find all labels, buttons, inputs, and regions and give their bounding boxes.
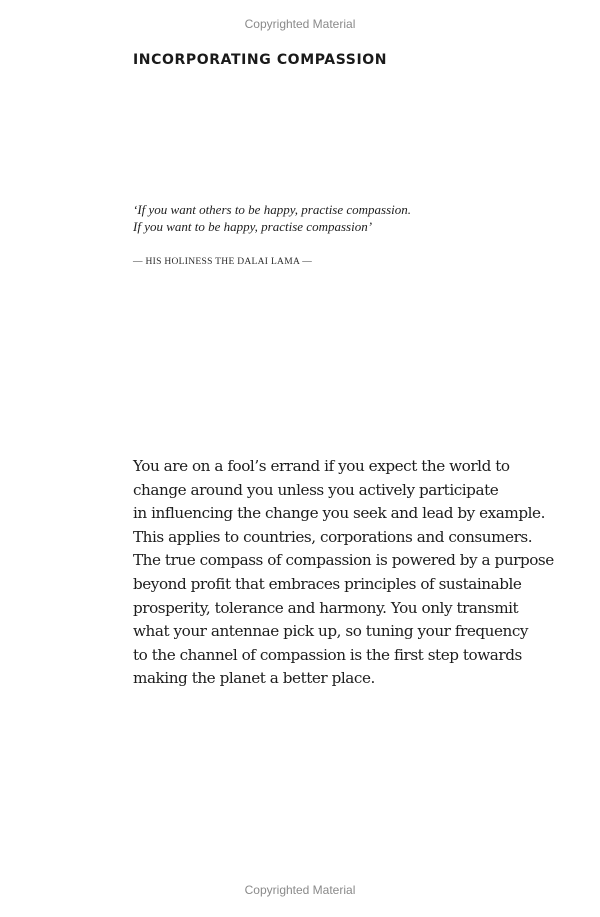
epigraph-quote xyxy=(133,201,493,235)
body-line: You are on a fool’s errand if you expect the world to xyxy=(133,457,510,475)
body-line: The true compass of compassion is powered by a purpose xyxy=(133,551,554,570)
epigraph-attribution: — HIS HOLINESS THE DALAI LAMA — xyxy=(133,257,313,267)
body-line: beyond profit that embraces principles of sustainable xyxy=(133,574,522,593)
body-line: This applies to countries, corporations and consumers. xyxy=(133,527,533,546)
body-line: in influencing the change you seek and lead by example. xyxy=(133,504,545,523)
body-line: to the channel of compassion is the first step towards xyxy=(133,645,522,664)
epigraph-line: If you want to be happy, practise compassion’ xyxy=(133,219,373,234)
body-paragraph xyxy=(133,455,553,691)
copyright-watermark-bottom: Copyrighted Material xyxy=(244,883,356,897)
body-line: prosperity, tolerance and harmony. You only transmit xyxy=(133,598,519,617)
copyright-watermark-top: Copyrighted Material xyxy=(244,17,356,31)
body-line: change around you unless you actively participate xyxy=(133,480,499,499)
body-line: making the planet a better place. xyxy=(133,669,375,688)
body-line: what your antennae pick up, so tuning your frequency xyxy=(133,622,529,641)
chapter-title: INCORPORATING COMPASSION xyxy=(133,52,388,68)
epigraph-line: ‘If you want others to be happy, practise compassion. xyxy=(133,202,412,217)
